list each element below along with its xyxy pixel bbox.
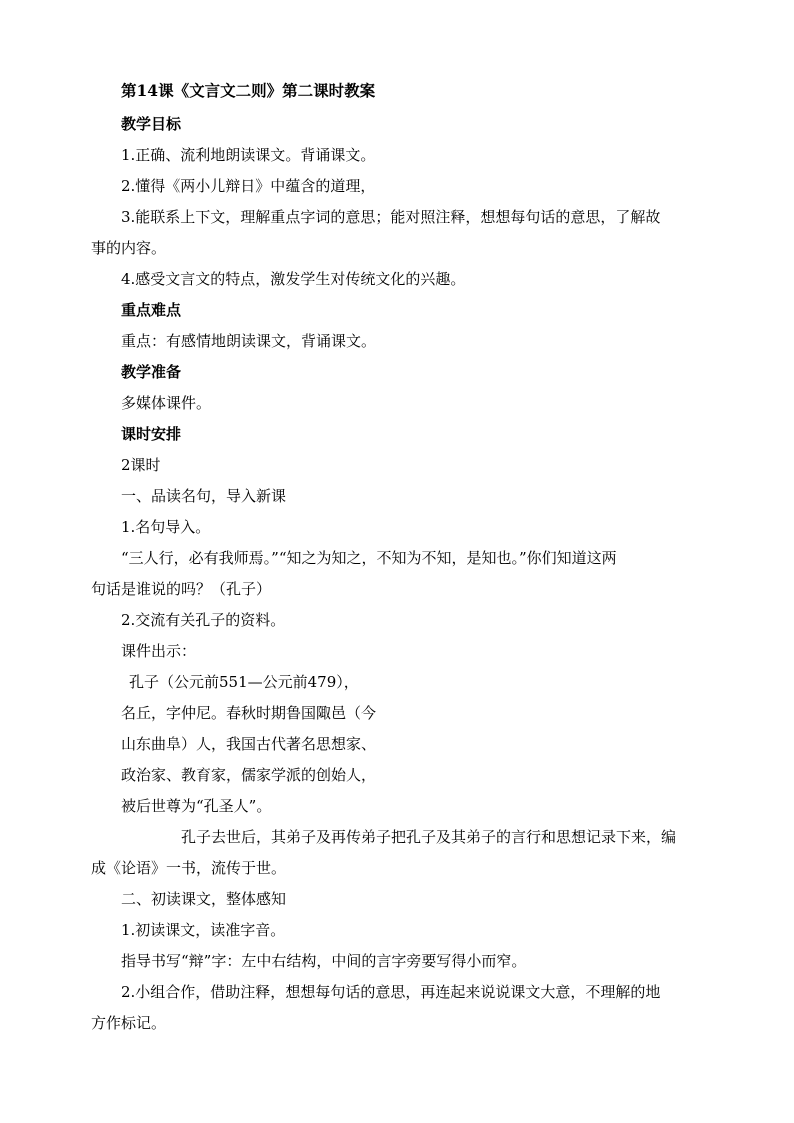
- objective-item-1: 1.正确、流利地朗读课文。背诵课文。: [121, 146, 376, 164]
- objective-item-4: 4.感受文言文的特点，激发学生对传统文化的兴趣。: [121, 270, 466, 288]
- part1-step-2: 2.交流有关孔子的资料。: [121, 611, 286, 629]
- preparation-text: 多媒体课件。: [121, 394, 212, 412]
- part1-heading: 一、品读名句，导入新课: [121, 487, 287, 505]
- confucius-info-line-2: 名丘，字仲尼。春秋时期鲁国陬邑（今: [121, 704, 377, 722]
- confucius-info-line-3: 山东曲阜）人，我国古代著名思想家、: [121, 735, 377, 753]
- key-points-heading: 重点难点: [121, 301, 182, 319]
- objectives-heading: 教学目标: [121, 115, 182, 133]
- schedule-text: 2课时: [121, 456, 161, 474]
- document-title: 第14课《文言文二则》第二课时教案: [121, 81, 376, 100]
- part2-heading: 二、初读课文，整体感知: [121, 890, 287, 908]
- objective-item-2: 2.懂得《两小儿辩日》中蕴含的道理，: [121, 177, 376, 195]
- preparation-heading: 教学准备: [121, 363, 182, 381]
- confucius-info-line-4: 政治家、教育家，儒家学派的创始人，: [121, 766, 377, 784]
- quote-line-1: “三人行，必有我师焉。”“知之为知之，不知为不知，是知也。”你们知道这两: [121, 549, 617, 567]
- objective-item-3-line-2: 事的内容。: [91, 239, 167, 257]
- part2-guide: 指导书写“辩”字：左中右结构，中间的言字旁要写得小而窄。: [121, 952, 527, 970]
- objective-item-3-line-1: 3.能联系上下文，理解重点字词的意思；能对照注释，想想每句话的意思，了解故: [121, 208, 661, 226]
- confucius-info-line-5: 被后世尊为“孔圣人”。: [121, 797, 272, 815]
- quote-line-2: 句话是谁说的吗？（孔子）: [91, 580, 272, 598]
- key-points-text: 重点：有感情地朗读课文，背诵课文。: [121, 332, 377, 350]
- schedule-heading: 课时安排: [121, 425, 182, 443]
- analects-line-1: 孔子去世后，其弟子及再传弟子把孔子及其弟子的言行和思想记录下来，编: [181, 828, 677, 846]
- analects-line-2: 成《论语》一书，流传于世。: [91, 859, 287, 877]
- part2-step-1: 1.初读课文，读准字音。: [121, 921, 286, 939]
- part2-step-2-line-2: 方作标记。: [91, 1014, 167, 1032]
- part1-step-1: 1.名句导入。: [121, 518, 211, 536]
- courseware-label: 课件出示：: [121, 642, 197, 660]
- part2-step-2-line-1: 2.小组合作，借助注释，想想每句话的意思，再连起来说说课文大意，不理解的地: [121, 983, 661, 1001]
- confucius-info-line-1: 孔子（公元前551—公元前479），: [129, 673, 359, 691]
